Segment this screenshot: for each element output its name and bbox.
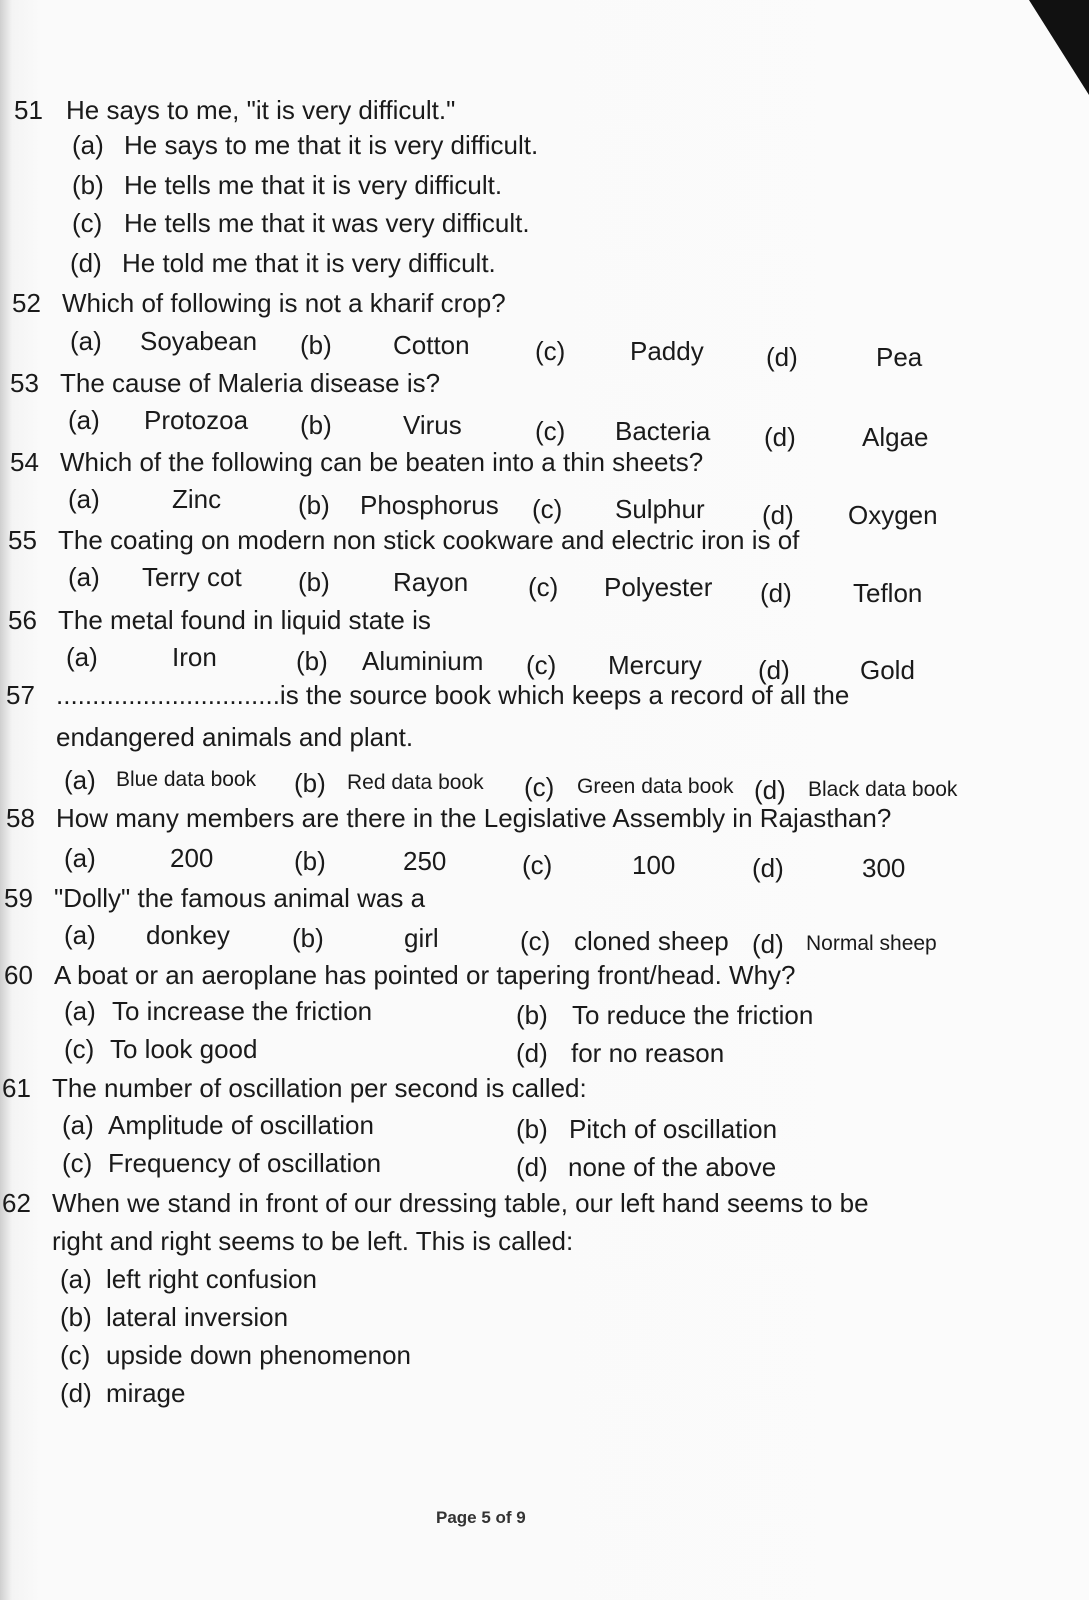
option-text: left right confusion	[106, 1264, 318, 1294]
option-text: Protozoa	[144, 405, 249, 435]
option-text: 250	[403, 846, 447, 876]
question-text: When we stand in front of our dressing table, our left hand seems to be	[52, 1188, 869, 1218]
option-label: (c)	[522, 850, 553, 880]
option-text: To increase the friction	[112, 996, 373, 1026]
option-text: donkey	[146, 920, 230, 950]
question-number: 61	[2, 1073, 31, 1103]
option-label: (b)	[294, 768, 326, 798]
question-number: 51	[14, 95, 43, 125]
question-number: 55	[8, 525, 37, 555]
option-label: (a)	[60, 1264, 92, 1294]
option-text: upside down phenomenon	[106, 1340, 412, 1370]
question-number: 62	[2, 1188, 31, 1218]
question-text: "Dolly" the famous animal was a	[54, 883, 426, 913]
question-text-continued: right and right seems to be left. This is called:	[52, 1226, 574, 1256]
question-text: Which of following is not a kharif crop?	[62, 288, 506, 318]
option-text: Polyester	[604, 572, 713, 602]
option-text: To look good	[110, 1034, 258, 1064]
option-label: (d)	[516, 1152, 548, 1182]
option-text: He tells me that it was very difficult.	[124, 208, 530, 238]
option-label: (c)	[64, 1034, 95, 1064]
option-text: Aluminium	[362, 646, 484, 676]
option-text: Soyabean	[140, 326, 258, 356]
option-text: Frequency of oscillation	[108, 1148, 382, 1178]
option-label: (c)	[535, 336, 566, 366]
question-number: 59	[4, 883, 33, 913]
question-number: 56	[8, 605, 37, 635]
option-text: He told me that it is very difficult.	[122, 248, 496, 278]
option-text: Teflon	[853, 578, 923, 608]
option-label: (a)	[66, 642, 98, 672]
option-label: (a)	[64, 765, 96, 795]
option-label: (b)	[300, 410, 332, 440]
option-label: (d)	[766, 342, 798, 372]
question-number: 52	[12, 288, 41, 318]
option-text: Normal sheep	[806, 932, 937, 955]
option-text: Gold	[860, 655, 915, 685]
option-label: (a)	[64, 996, 96, 1026]
option-label: (d)	[516, 1038, 548, 1068]
question-number: 54	[10, 447, 39, 477]
option-text: Sulphur	[615, 494, 705, 524]
question-text: The metal found in liquid state is	[58, 605, 431, 635]
question-number: 57	[6, 680, 35, 710]
option-label: (a)	[68, 405, 100, 435]
option-label: (a)	[64, 920, 96, 950]
option-text: lateral inversion	[106, 1302, 289, 1332]
option-text: Pitch of oscillation	[569, 1114, 778, 1144]
option-label: (d)	[752, 853, 784, 883]
option-label: (c)	[520, 926, 551, 956]
option-label: (b)	[298, 567, 330, 597]
option-label: (d)	[70, 248, 102, 278]
option-text: cloned sheep	[574, 926, 729, 956]
question-number: 53	[10, 368, 39, 398]
option-text: Terry cot	[142, 562, 242, 592]
option-text: Paddy	[630, 336, 704, 366]
option-text: Blue data book	[116, 768, 257, 791]
option-label: (a)	[64, 843, 96, 873]
question-text: How many members are there in the Legislative Assembly in Rajasthan?	[56, 803, 892, 833]
option-text: To reduce the friction	[572, 1000, 814, 1030]
option-text: none of the above	[568, 1152, 777, 1182]
option-label: (d)	[754, 775, 786, 805]
option-label: (d)	[60, 1378, 92, 1408]
option-label: (a)	[68, 484, 100, 514]
option-text: Pea	[876, 342, 923, 372]
option-text: girl	[404, 923, 439, 953]
question-text-continued: endangered animals and plant.	[56, 722, 414, 752]
option-text: Iron	[172, 642, 217, 672]
option-label: (b)	[296, 646, 328, 676]
option-text: Mercury	[608, 650, 702, 680]
option-label: (c)	[524, 772, 555, 802]
option-label: (d)	[752, 929, 784, 959]
option-label: (b)	[294, 846, 326, 876]
option-text: for no reason	[571, 1038, 725, 1068]
option-text: Cotton	[393, 330, 470, 360]
option-label: (a)	[72, 130, 104, 160]
option-label: (d)	[764, 422, 796, 452]
option-label: (c)	[528, 572, 559, 602]
option-label: (a)	[70, 326, 102, 356]
option-label: (a)	[62, 1110, 94, 1140]
option-text: Rayon	[393, 567, 469, 597]
question-text: Which of the following can be beaten into a thin sheets?	[60, 447, 704, 477]
option-label: (c)	[532, 494, 563, 524]
option-text: Green data book	[577, 775, 734, 798]
option-label: (d)	[760, 578, 792, 608]
question-text: The number of oscillation per second is called:	[52, 1073, 587, 1103]
option-label: (c)	[526, 650, 557, 680]
page-number: Page 5 of 9	[436, 1508, 526, 1527]
option-text: Virus	[403, 410, 462, 440]
question-text: The cause of Maleria disease is?	[60, 368, 441, 398]
option-text: Oxygen	[848, 500, 938, 530]
question-text: He says to me, "it is very difficult."	[66, 95, 456, 125]
option-text: 300	[862, 853, 906, 883]
option-text: He says to me that it is very difficult.	[124, 130, 539, 160]
option-text: He tells me that it is very difficult.	[124, 170, 503, 200]
option-label: (c)	[72, 208, 103, 238]
option-label: (d)	[758, 655, 790, 685]
scan-corner-shadow	[1029, 0, 1089, 95]
option-label: (a)	[68, 562, 100, 592]
option-label: (b)	[516, 1114, 548, 1144]
option-label: (b)	[516, 1000, 548, 1030]
option-text: 200	[170, 843, 214, 873]
option-text: Black data book	[808, 778, 958, 801]
option-label: (c)	[535, 416, 566, 446]
question-text: ...............................is the source book which keeps a record of all the	[56, 680, 850, 710]
option-label: (c)	[62, 1148, 93, 1178]
option-text: mirage	[106, 1378, 186, 1408]
option-text: Zinc	[172, 484, 222, 514]
option-label: (b)	[298, 490, 330, 520]
option-text: Red data book	[347, 771, 484, 794]
option-text: 100	[632, 850, 676, 880]
option-text: Bacteria	[615, 416, 711, 446]
option-text: Amplitude of oscillation	[108, 1110, 374, 1140]
question-number: 60	[4, 960, 33, 990]
option-label: (b)	[60, 1302, 92, 1332]
option-label: (b)	[300, 330, 332, 360]
option-label: (b)	[72, 170, 104, 200]
option-text: Phosphorus	[360, 490, 499, 520]
option-label: (b)	[292, 923, 324, 953]
question-number: 58	[6, 803, 35, 833]
question-text: The coating on modern non stick cookware and electric iron is of	[58, 525, 800, 555]
option-text: Algae	[862, 422, 929, 452]
option-label: (d)	[762, 500, 794, 530]
option-label: (c)	[60, 1340, 91, 1370]
question-text: A boat or an aeroplane has pointed or tapering front/head. Why?	[54, 960, 796, 990]
